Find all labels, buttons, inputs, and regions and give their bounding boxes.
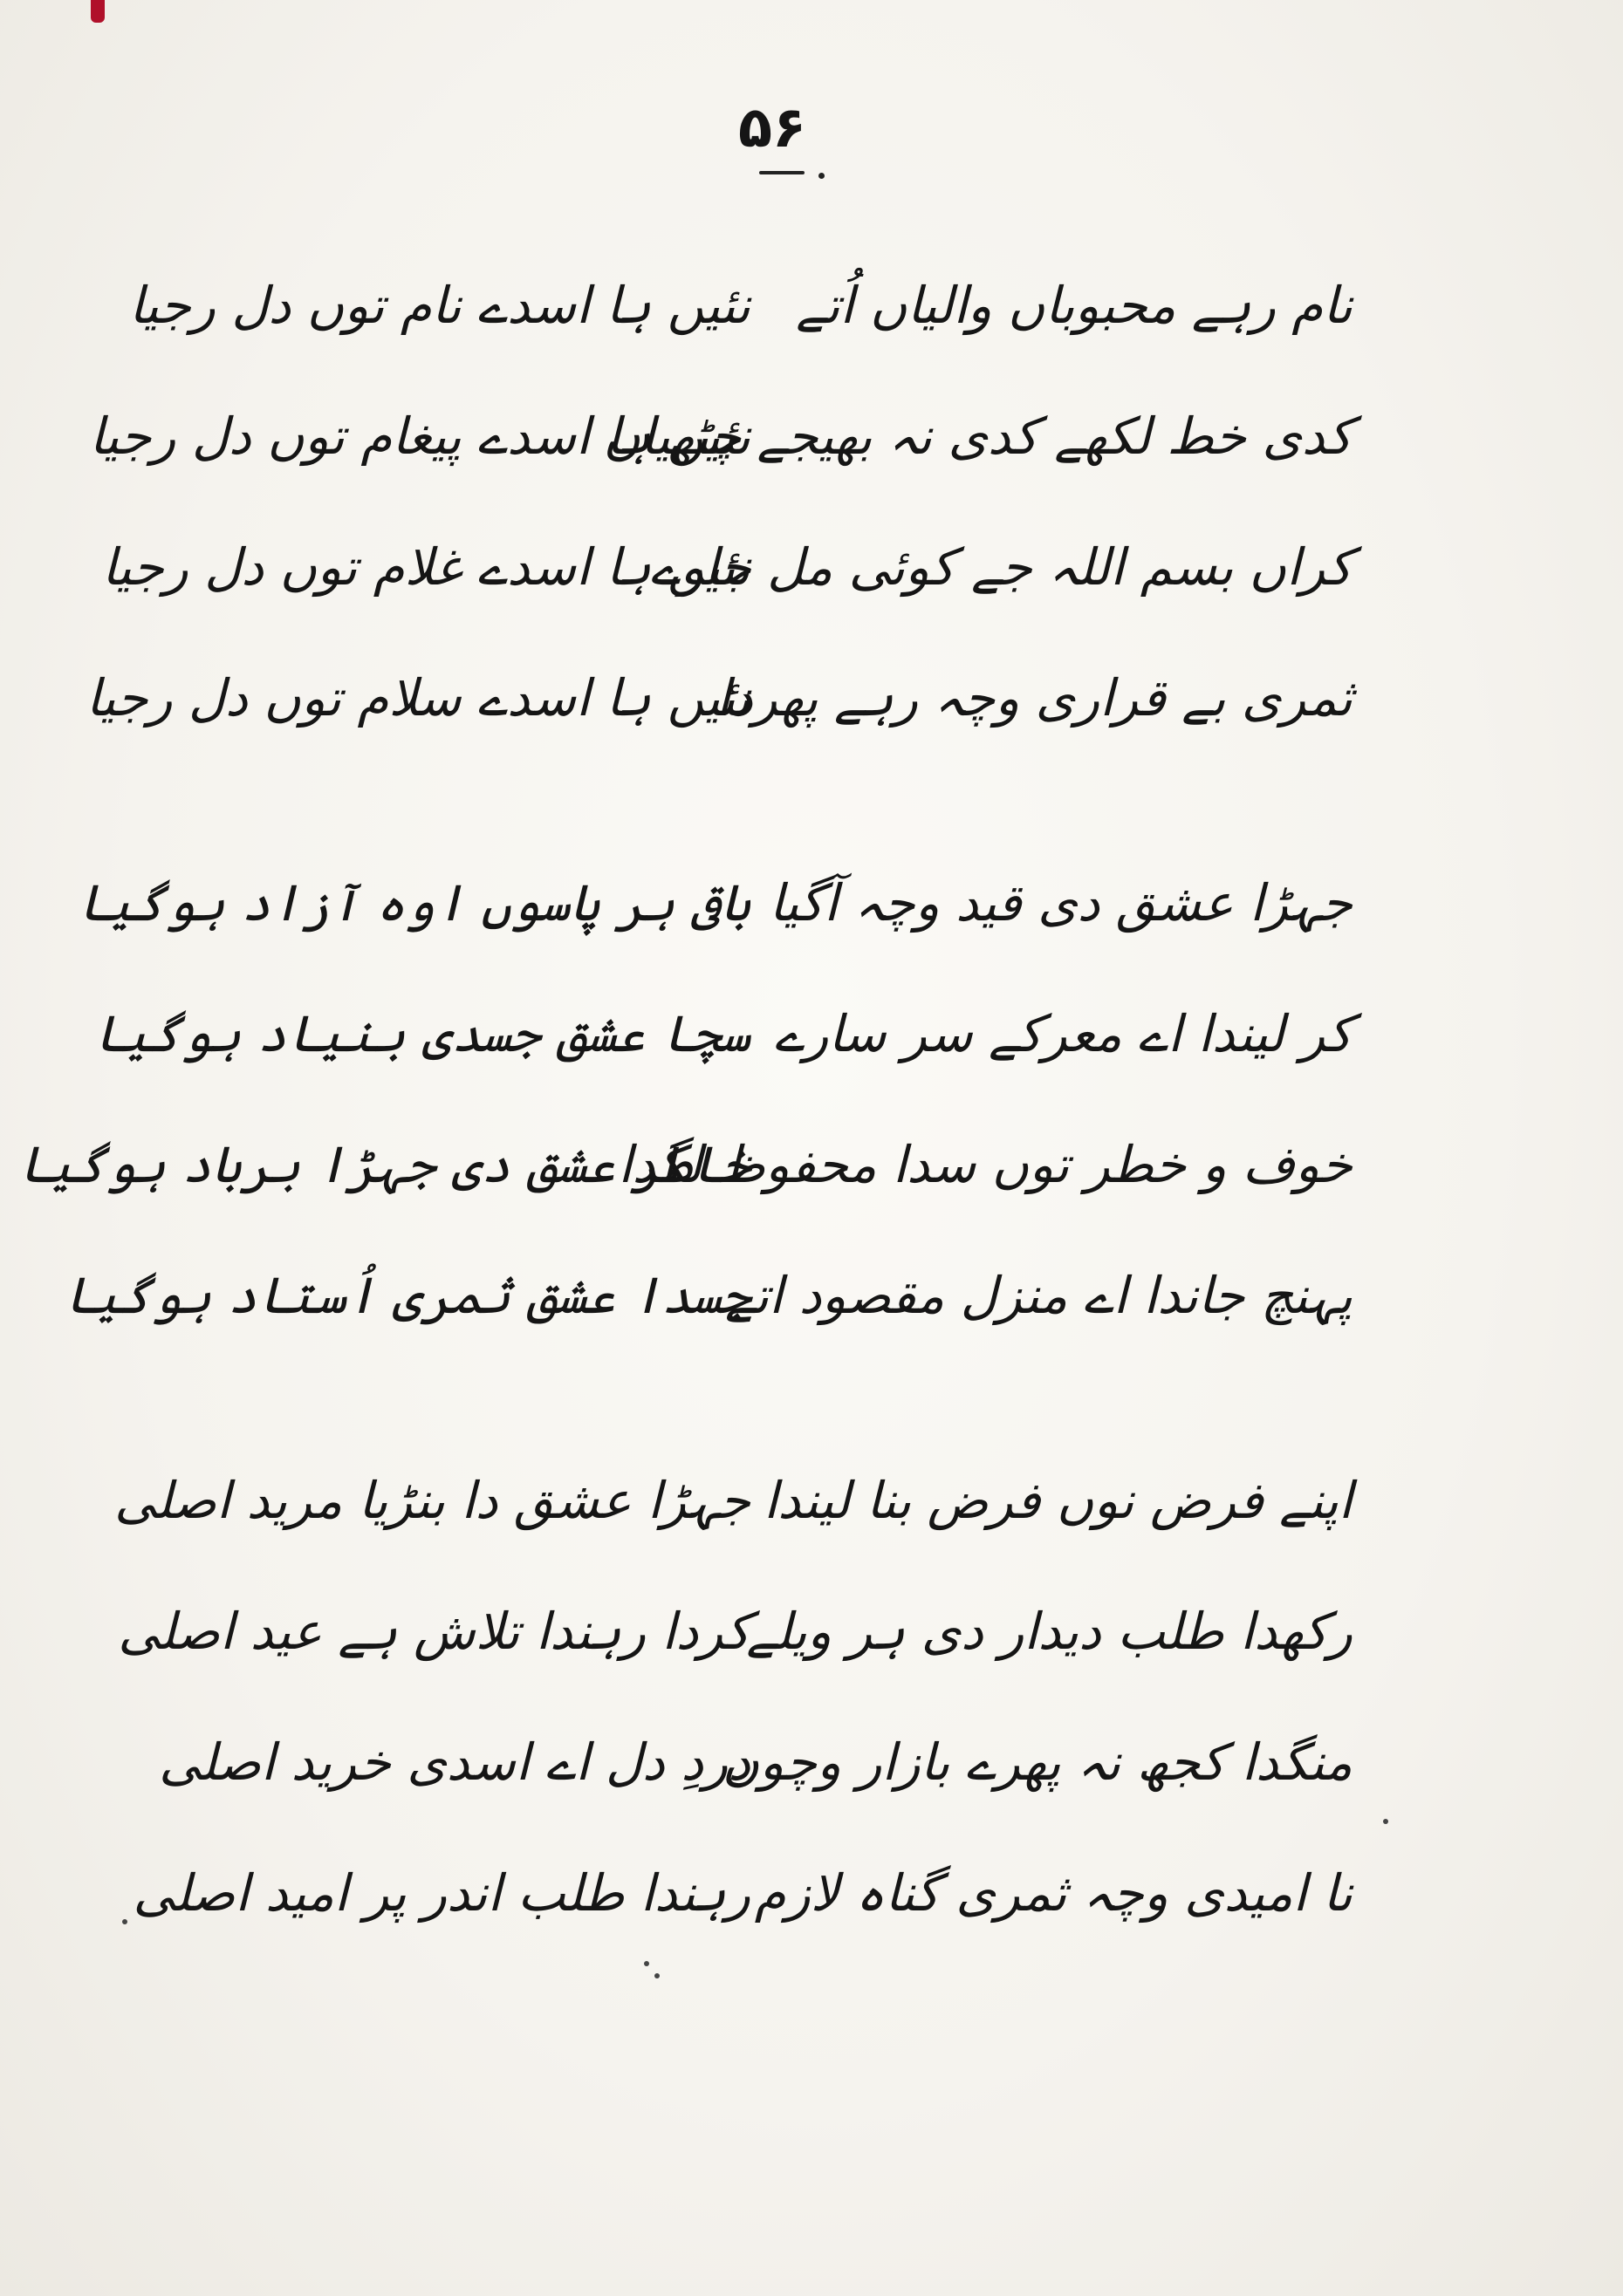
first-hemistich: منگدا کجھ نہ پھرے بازار وچوں — [722, 1732, 1352, 1792]
verse-line — [0, 1579, 1623, 1684]
verse-line — [0, 1841, 1623, 1945]
second-hemistich: نئیں ہا اسدے نام توں دل رجیا — [128, 276, 750, 335]
verse-line — [0, 384, 1623, 489]
verse-line — [0, 515, 1623, 619]
first-hemistich: پہنچ جاندا اے منزل مقصود اتے — [724, 1266, 1352, 1325]
first-hemistich: کدی خط لکھے کدی نہ بھیجے چٹھیاں — [603, 407, 1352, 466]
second-hemistich: باقی ہر پاسوں اوہ آزاد ہوگیا — [77, 873, 750, 933]
first-hemistich: خوف و خطر توں سدا محفوظ لگدا — [618, 1135, 1352, 1194]
first-hemistich: اپنے فرض نوں فرض بنا لیندا — [764, 1471, 1352, 1530]
verse-line — [0, 981, 1623, 1086]
ink-speck — [122, 1919, 127, 1924]
verse-line — [0, 1448, 1623, 1553]
first-hemistich: ثمری بے قراری وچہ رہے پھردا — [716, 668, 1352, 728]
second-hemistich: کردا رہندا تلاش ہے عید اصلی — [118, 1602, 750, 1661]
first-hemistich: کراں بسم اللہ جے کوئی مل جاوے — [650, 537, 1352, 597]
ink-speck — [644, 1961, 649, 1966]
second-hemistich: جہڑا عشق دا بنڑیا مرید اصلی — [114, 1471, 750, 1530]
second-hemistich: رہندا طلب اندر پر امید اصلی — [133, 1863, 750, 1923]
second-hemistich: نئیں ہا اسدے پیغام توں دل رجیا — [89, 407, 750, 466]
second-hemistich: نئیں ہا اسدے غلام توں دل رجیا — [101, 537, 750, 597]
page-number-dot — [818, 173, 825, 179]
second-hemistich: نئیں ہا اسدے سلام توں دل رجیا — [86, 668, 750, 728]
second-hemistich: خاطر عشق دی جہڑا برباد ہوگیا — [17, 1135, 750, 1194]
second-hemistich: سچا عشق جسدی بنیاد ہوگیا — [92, 1004, 750, 1063]
ink-speck — [654, 1973, 660, 1978]
verse-line — [0, 253, 1623, 358]
corner-mark — [91, 0, 105, 23]
page-number: ۵۶ — [737, 96, 807, 161]
first-hemistich: جہڑا عشق دی قید وچہ آگیا — [769, 873, 1352, 933]
verse-line — [0, 646, 1623, 750]
page-number-underline — [759, 171, 805, 174]
second-hemistich: دردِ دل اے اسدی خرید اصلی — [159, 1732, 750, 1792]
verse-line — [0, 851, 1623, 955]
first-hemistich: رکھدا طلب دیدار دی ہر ویلے — [746, 1602, 1352, 1661]
second-hemistich: جسدا عشق ثمری اُستاد ہوگیا — [63, 1266, 750, 1325]
verse-line — [0, 1710, 1623, 1814]
ink-speck — [1383, 1819, 1388, 1824]
verse-line — [0, 1112, 1623, 1217]
first-hemistich: کر لیندا اے معرکے سر سارے — [774, 1004, 1352, 1063]
first-hemistich: نام رہے محبوباں والیاں اُتے — [796, 276, 1352, 335]
verse-line — [0, 1243, 1623, 1348]
first-hemistich: نا امیدی وچہ ثمری گناہ لازم — [754, 1863, 1352, 1923]
